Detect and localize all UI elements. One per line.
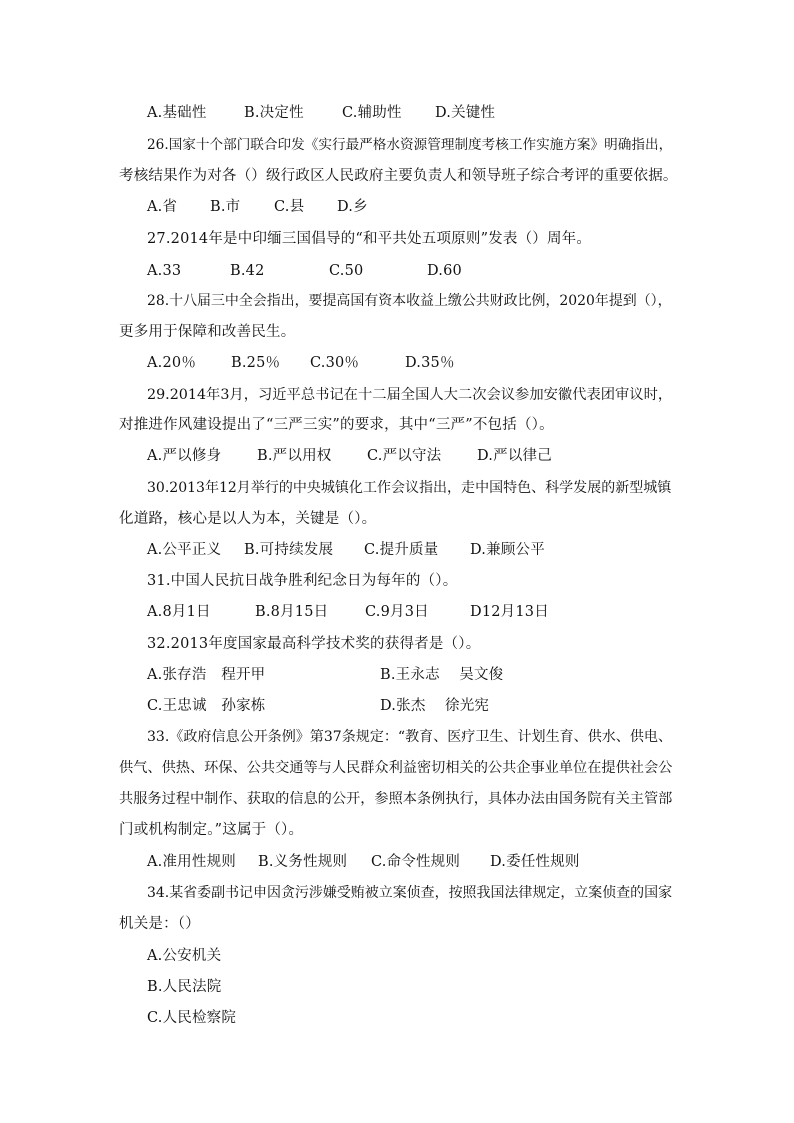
q34-option-c: C.人民检察院 bbox=[147, 1010, 237, 1026]
q26-stem-line1: 26.国家十个部门联合印发《实行最严格水资源管理制度考核工作实施方案》明确指出， bbox=[147, 137, 673, 153]
q34-stem-line1: 34.某省委副书记申因贪污涉嫌受贿被立案侦查，按照我国法律规定，立案侦查的国家 bbox=[147, 885, 673, 901]
q25-option-b: B.决定性 bbox=[244, 105, 304, 121]
q32-option-d: D.张杰 徐光宪 bbox=[380, 698, 490, 714]
q30-stem-line1: 30.2013年12月举行的中央城镇化工作会议指出，走中国特色、科学发展的新型城镇 bbox=[147, 480, 672, 496]
q32-stem-line1: 32.2013年度国家最高科学技术奖的获得者是（）。 bbox=[147, 636, 481, 652]
q33-option-b: B.义务性规则 bbox=[258, 854, 348, 870]
q33-option-d: D.委任性规则 bbox=[490, 854, 580, 870]
q27-option-d: D.60 bbox=[427, 263, 462, 279]
q31-stem-line1: 31.中国人民抗日战争胜利纪念日为每年的（）。 bbox=[147, 573, 458, 589]
q31-option-c: C.9月3日 bbox=[365, 604, 429, 620]
q34-option-b: B.人民法院 bbox=[147, 979, 222, 995]
q27-stem-line1: 27.2014年是中印缅三国倡导的“和平共处五项原则”发表（）周年。 bbox=[147, 231, 592, 247]
q34-stem-line2: 机关是：（） bbox=[119, 916, 200, 932]
q28-option-a: A.20％ bbox=[147, 355, 197, 371]
q25-option-d: D.关键性 bbox=[435, 105, 496, 121]
q27-option-b: B.42 bbox=[230, 263, 265, 279]
q25-option-a: A.基础性 bbox=[147, 105, 207, 121]
q33-stem-line1: 33.《政府信息公开条例》第37条规定：“教育、医疗卫生、计划生育、供水、供电、 bbox=[147, 729, 672, 745]
q28-option-d: D.35％ bbox=[405, 355, 455, 371]
q26-option-a: A.省 bbox=[147, 199, 178, 215]
q33-stem-line3: 共服务过程中制作、获取的信息的公开，参照本条例执行，具体办法由国务院有关主管部 bbox=[119, 791, 673, 807]
q28-stem-line1: 28.十八届三中全会指出，要提高国有资本收益上缴公共财政比例，2020年提到（）， bbox=[147, 293, 672, 309]
q32-option-c: C.王忠诚 孙家栋 bbox=[147, 698, 266, 714]
q29-option-b: B.严以用权 bbox=[257, 448, 332, 464]
q27-option-c: C.50 bbox=[329, 263, 364, 279]
q28-option-b: B.25％ bbox=[231, 355, 281, 371]
q26-option-d: D.乡 bbox=[337, 199, 368, 215]
q33-option-a: A.准用性规则 bbox=[147, 854, 236, 870]
q28-option-c: C.30％ bbox=[310, 355, 360, 371]
q30-option-c: C.提升质量 bbox=[364, 542, 439, 558]
q31-option-a: A.8月1日 bbox=[147, 604, 211, 620]
q26-option-b: B.市 bbox=[210, 199, 241, 215]
q32-option-b: B.王永志 吴文俊 bbox=[380, 667, 504, 683]
q33-stem-line4: 门或机构制定。”这属于（）。 bbox=[119, 822, 304, 838]
q29-stem-line2: 对推进作风建设提出了“三严三实”的要求，其中“三严”不包括（）。 bbox=[119, 417, 554, 433]
q30-option-a: A.公平正义 bbox=[147, 542, 222, 558]
q29-option-d: D.严以律己 bbox=[477, 448, 552, 464]
q31-option-d: D12月13日 bbox=[470, 604, 549, 620]
q29-option-c: C.严以守法 bbox=[367, 448, 442, 464]
q26-stem-line2: 考核结果作为对各（）级行政区人民政府主要负责人和领导班子综合考评的重要依据。 bbox=[119, 168, 678, 184]
q29-option-a: A.严以修身 bbox=[147, 448, 222, 464]
q31-option-b: B.8月15日 bbox=[255, 604, 329, 620]
q27-option-a: A.33 bbox=[147, 263, 182, 279]
q30-option-d: D.兼顾公平 bbox=[470, 542, 545, 558]
q30-stem-line2: 化道路，核心是以人为本，关键是（）。 bbox=[119, 511, 377, 527]
q26-option-c: C.县 bbox=[274, 199, 305, 215]
q29-stem-line1: 29.2014年3月，习近平总书记在十二届全国人大二次会议参加安徽代表团审议时， bbox=[147, 387, 673, 403]
q33-stem-line2: 供气、供热、环保、公共交通等与人民群众利益密切相关的公共企事业单位在提供社会公 bbox=[119, 760, 673, 776]
q33-option-c: C.命令性规则 bbox=[371, 854, 461, 870]
q34-option-a: A.公安机关 bbox=[147, 948, 222, 964]
q25-option-c: C.辅助性 bbox=[342, 105, 402, 121]
q32-option-a: A.张存浩 程开甲 bbox=[147, 667, 266, 683]
q30-option-b: B.可持续发展 bbox=[244, 542, 334, 558]
q28-stem-line2: 更多用于保障和改善民生。 bbox=[119, 324, 296, 340]
